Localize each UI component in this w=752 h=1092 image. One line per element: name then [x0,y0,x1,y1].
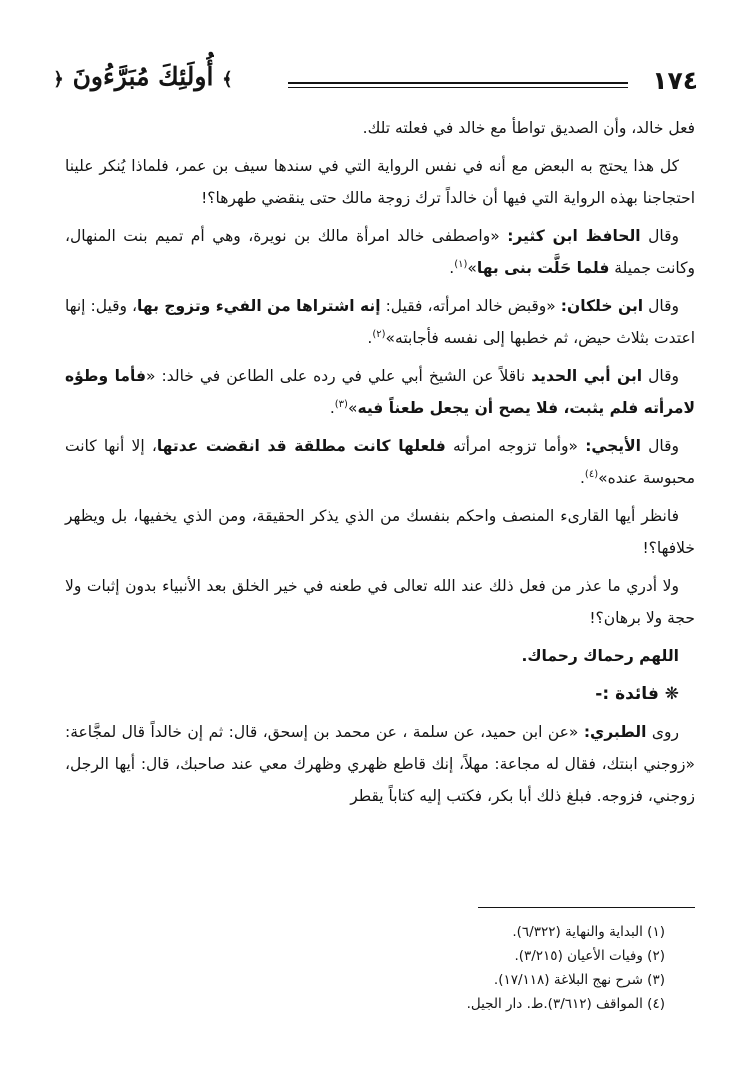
section-heading: ❋ فائدة :- [595,684,679,704]
footnote: (٢) وفيات الأعيان (٣/٢١٥). [514,948,665,964]
paragraph: كل هذا يحتج به البعض مع أنه في نفس الرواية التي في سندها سيف بن عمر، فلماذا يُنكر علينا احتجاجنا بهذه الرواية التي فيها أن خالداً ترك زوجة مالك حتى ينقضي طهرها؟! [65,157,695,207]
paragraph-al-iji: وقال الأيجي: «وأما تزوجه امرأته فلعلها كانت مطلقة قد انقضت عدتها، إلا أنها كانت محبوسة عنده»$^{(٤)}$. [65,437,695,487]
paragraph-ibn-khallikan: وقال ابن خلكان: «وقبض خالد امرأته، فقيل: إنه اشتراها من الفيء وتزوج بها، وقيل: إنها اعتدت بثلاث حيض، ثم خطبها إلى نفسه فأجابته»$^{(٢)}$. [65,297,695,347]
bold-quote: فأما وطؤه لامرأته فلم يثبت، فلا يصح أن يجعل طعناً فيه [65,367,695,417]
paragraph-al-tabari: روى الطبري: «عن ابن حميد، عن سلمة ، عن محمد بن إسحق، قال: ثم إن خالداً قال لمجَّاعة: «زوجني ابنتك، فقال له مجاعة: مهلاً، إنك قاطع ظهري وظهرك معي عند صاحبك، قال: أيها الرجل، زوجني، فزوجه. فبلغ ذلك أبا بكر، فكتب إليه كتاباً يقطر [65,723,695,805]
footnote: (١) البداية والنهاية (٦/٣٢٢). [512,924,665,940]
book-title: أُولَئِكَ مُبَرَّءُونَ [72,62,214,91]
running-title [48,62,238,91]
footnote: (٣) شرح نهج البلاغة (١٧/١١٨). [493,972,665,988]
bold-quote: إنه اشتراها من الفيء وتزوج بها [137,297,381,315]
footnote-ref: (١) [454,258,468,270]
page-header [48,62,698,102]
main-text [65,112,695,818]
cited-author: ابن أبي الحديد [531,367,643,385]
header-rule-thin [288,87,628,88]
ornament-right-icon: ﴾ [222,69,233,90]
supplication: اللهم رحماك رحماك. [521,647,679,665]
paragraph-ibn-kathir: وقال الحافظ ابن كثير: «واصطفى خالد امرأة مالك بن نويرة، وهي أم تميم بنت المنهال، وكانت جميلة فلما حَلَّت بنى بها»$^{(١)}$. [65,227,695,277]
paragraph: فانظر أيها القارىء المنصف واحكم بنفسك من الذي يذكر الحقيقة، ومن الذي يخفيها، بل ويظهر خلافها؟! [65,507,695,557]
footnote-ref: (٤) [584,468,599,480]
bold-quote: فلما حَلَّت بنى بها [476,259,610,277]
cited-author: الحافظ ابن كثير: [507,227,641,245]
footnote-separator [478,907,695,908]
cited-author: الأيجي: [585,437,641,455]
footnote: (٤) المواقف (٣/٦١٢).ط. دار الجيل. [466,996,665,1012]
footnotes [65,920,695,1016]
cited-author: الطبري: [583,723,647,741]
bold-quote: فلعلها كانت مطلقة قد انقضت عدتها [156,437,446,455]
paragraph: ولا أدري ما عذر من فعل ذلك عند الله تعالى في طعنه في خير الخلق بعد الأنبياء بدون إثبات ولا حجة ولا برهان؟! [65,577,695,627]
paragraph: فعل خالد، وأن الصديق تواطأ مع خالد في فعلته تلك. [362,119,695,137]
page-number: ١٧٤ [652,66,698,95]
footnote-ref: (٢) [372,328,386,340]
ornament-left-icon: ﴿ [53,69,64,90]
footnote-ref: (٣) [334,398,348,410]
header-rule [288,82,628,84]
cited-author: ابن خلكان: [560,297,644,315]
paragraph-ibn-abi-al-hadid: وقال ابن أبي الحديد ناقلاً عن الشيخ أبي علي في رده على الطاعن في خالد: «فأما وطؤه لامرأته فلم يثبت، فلا يصح أن يجعل طعناً فيه»$^{(٣)}$. [65,367,695,417]
